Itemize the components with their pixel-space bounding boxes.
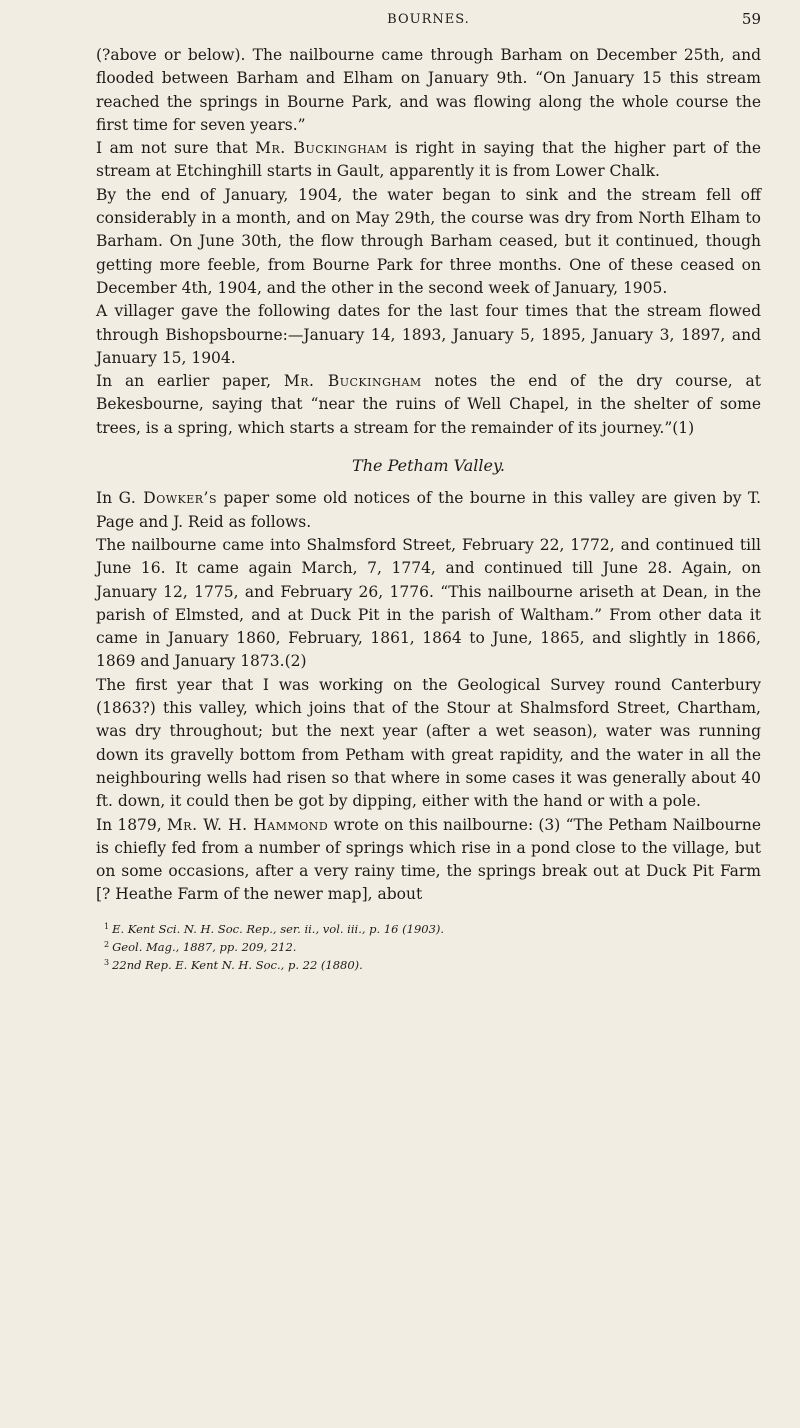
running-header: [96, 0, 761, 40]
paragraph: The first year that I was working on the Geological Survey round Canterbury (1863?) this valley, which joins that of the Stour at Shalmsford Street, Chartham, was dry throughout; but the next year (after a wet season), water was running down its gravelly bottom from Petham with great rapidity, and the water in all the neighbouring wells had risen so that where in some cases it was generally about 40 ft. down, it could then be got by dipping, either with the hand or with a pole.: [96, 675, 761, 811]
book-page: [96, 0, 761, 1428]
footnotes: [96, 919, 761, 973]
person-name: Mr. Buckingham: [255, 139, 388, 158]
paragraph: In 1879, Mr. W. H. Hammond wrote on this nailbourne: (3) “The Petham Nailbourne is chiefly fed from a number of springs which rise in a pond close to the village, but on some occasions, after a very rainy time, the springs break out at Duck Pit Farm [? Heathe Farm of the newer map], about: [96, 815, 762, 904]
person-name: Mr. W. H. Hammond: [166, 815, 329, 834]
paragraph: (?above or below). The nailbourne came through Barham on December 25th, and flooded between Barham and Elham on January 9th. “On January 15 this stream reached the springs in Bourne Park, and was flowing along the whole course the first time for seven years.”: [96, 46, 761, 134]
footnote: $^1$ E. Kent Sci. N. H. Soc. Rep., ser. ii., vol. iii., p. 16 (1903).: [104, 921, 445, 936]
footnote: $^3$ 22nd Rep. E. Kent N. H. Soc., p. 22 (1880).: [104, 957, 363, 972]
paragraph: In an earlier paper, Mr. Buckingham notes the end of the dry course, at Bekesbourne, saying that “near the ruins of Well Chapel, in the shelter of some trees, is a spring, which starts a stream for the remainder of its journey.”(1): [96, 372, 762, 437]
running-header-title: BOURNES.: [387, 12, 470, 27]
paragraph: In G. Dowker’s paper some old notices of the bourne in this valley are given by T. Page and J. Reid as follows.: [96, 489, 761, 531]
paragraph: I am not sure that Mr. Buckingham is right in saying that the higher part of the stream at Etchinghill starts in Gault, apparently it is from Lower Chalk.: [96, 139, 761, 181]
person-name: Mr. Buckingham: [283, 372, 422, 391]
footnote: $^2$ Geol. Mag., 1887, pp. 209, 212.: [104, 939, 297, 954]
body-text: [96, 44, 761, 907]
page-number: 59: [741, 10, 761, 28]
person-name: G. Dowker’s: [118, 489, 218, 508]
paragraph: The nailbourne came into Shalmsford Street, February 22, 1772, and continued till June 16. It came again March, 7, 1774, and continued till June 28. Again, on January 12, 1775, and February 26, 1776. “This nailbourne ariseth at Dean, in the parish of Elmsted, and at Duck Pit in the parish of Waltham.” From other data it came in January 1860, February, 1861, 1864 to June, 1865, and slightly in 1866, 1869 and January 1873.(2): [96, 535, 761, 671]
paragraph: By the end of January, 1904, the water began to sink and the stream fell off considerably in a month, and on May 29th, the course was dry from North Elham to Barham. On June 30th, the flow through Barham ceased, but it continued, though getting more feeble, from Bourne Park for three months. One of these ceased on December 4th, 1904, and the other in the second week of January, 1905.: [96, 185, 761, 297]
paragraph: A villager gave the following dates for the last four times that the stream flowed through Bishopsbourne:—January 14, 1893, January 5, 1895, January 3, 1897, and January 15, 1904.: [96, 302, 761, 367]
section-heading: The Petham Valley.: [352, 456, 505, 476]
